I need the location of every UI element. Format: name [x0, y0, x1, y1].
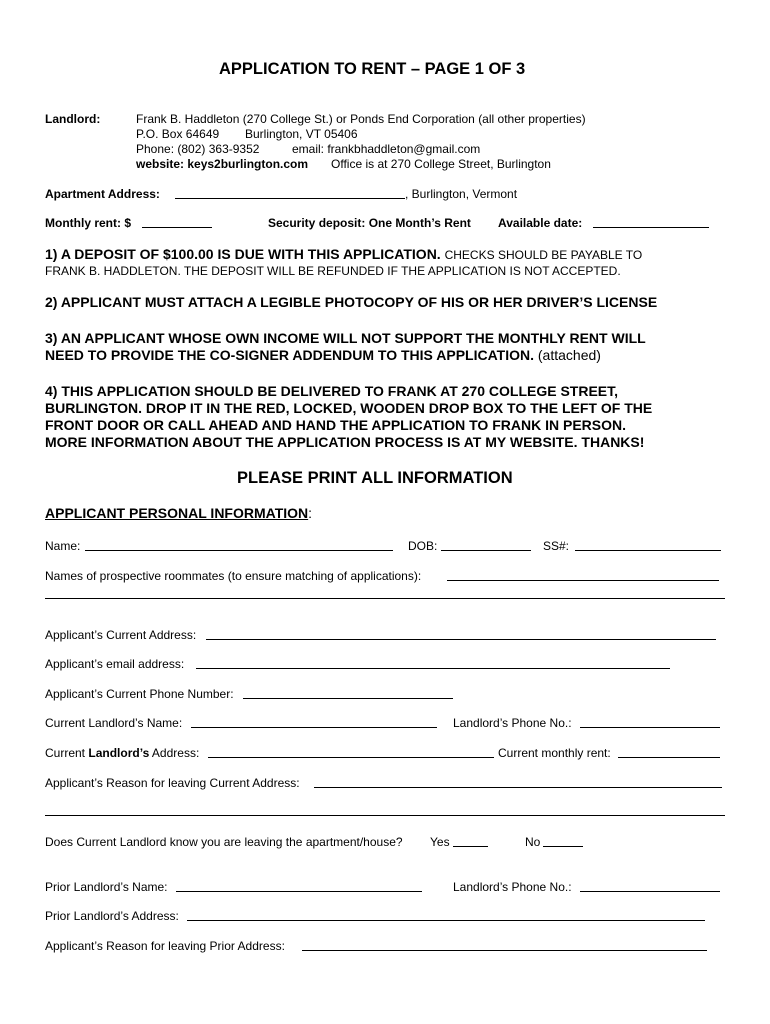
landlord-po-box: P.O. Box 64649	[136, 127, 220, 141]
monthly-rent-field[interactable]	[142, 216, 212, 228]
item-1-tail: CHECKS SHOULD BE PAYABLE TO	[444, 248, 643, 262]
available-date-label: Available date:	[498, 216, 583, 230]
no-label: No	[525, 835, 541, 849]
item-2: 2) APPLICANT MUST ATTACH A LEGIBLE PHOTOCOPY OF HIS OR HER DRIVER’S LICENSE	[45, 294, 658, 310]
item-4-line-4: MORE INFORMATION ABOUT THE APPLICATION PROCESS IS AT MY WEBSITE. THANKS!	[45, 434, 645, 450]
prior-landlord-address-field[interactable]	[187, 909, 705, 921]
section-heading-colon: :	[308, 505, 313, 521]
current-landlord-address-field[interactable]	[208, 746, 494, 758]
apartment-address-field[interactable]	[175, 187, 405, 199]
roommates-field-line-2[interactable]	[45, 598, 725, 599]
prior-landlord-name-label: Prior Landlord’s Name:	[45, 880, 168, 894]
current-landlord-address-label	[45, 746, 199, 760]
page-title: APPLICATION TO RENT – PAGE 1 OF 3	[219, 60, 526, 78]
item-4-line-2: BURLINGTON. DROP IT IN THE RED, LOCKED, WOODEN DROP BOX TO THE LEFT OF THE	[45, 400, 653, 416]
current-monthly-rent-field[interactable]	[618, 746, 720, 758]
current-address-field[interactable]	[206, 628, 716, 640]
reason-prior-field[interactable]	[302, 939, 707, 951]
item-3-tail: (attached)	[537, 347, 601, 363]
section-heading	[45, 505, 312, 523]
current-landlord-phone-field[interactable]	[580, 716, 720, 728]
landlord-line-1: Frank B. Haddleton (270 College St.) or Ponds End Corporation (all other properties)	[136, 112, 586, 126]
name-label: Name:	[45, 539, 81, 553]
prior-landlord-address-label: Prior Landlord’s Address:	[45, 909, 179, 923]
landlord-phone: Phone: (802) 363-9352	[136, 142, 260, 156]
current-landlord-phone-label: Landlord’s Phone No.:	[453, 716, 572, 730]
monthly-rent-label: Monthly rent: $	[45, 216, 131, 230]
item-1-bold: 1) A DEPOSIT OF $100.00 IS DUE WITH THIS APPLICATION.	[45, 246, 441, 262]
reason-prior-label: Applicant’s Reason for leaving Prior Address:	[45, 939, 285, 953]
landlord-label: Landlord:	[45, 112, 101, 126]
prior-landlord-phone-label: Landlord’s Phone No.:	[453, 880, 572, 894]
apartment-address-suffix: , Burlington, Vermont	[405, 187, 518, 201]
prior-landlord-name-field[interactable]	[176, 880, 422, 892]
item-3-line-2	[45, 347, 601, 364]
landlord-website: website: keys2burlington.com	[136, 157, 309, 171]
email-field[interactable]	[196, 657, 670, 669]
current-landlord-name-field[interactable]	[191, 716, 437, 728]
landlord-email: email: frankbhaddleton@gmail.com	[292, 142, 481, 156]
item-3-bold: NEED TO PROVIDE THE CO-SIGNER ADDENDUM TO THIS APPLICATION.	[45, 347, 534, 363]
name-field[interactable]	[85, 539, 393, 551]
section-heading-text: APPLICANT PERSONAL INFORMATION	[45, 505, 309, 521]
roommates-label: Names of prospective roommates (to ensure matching of applications):	[45, 569, 422, 583]
apartment-address-label: Apartment Address:	[45, 187, 160, 201]
current-monthly-rent-label: Current monthly rent:	[498, 746, 611, 760]
available-date-field[interactable]	[593, 216, 709, 228]
dob-label: DOB:	[408, 539, 438, 553]
yes-label: Yes	[430, 835, 450, 849]
security-deposit-label: Security deposit: One Month’s Rent	[268, 216, 471, 230]
current-landlord-address-post: Address:	[151, 746, 200, 760]
roommates-field[interactable]	[447, 569, 719, 581]
prior-landlord-phone-field[interactable]	[580, 880, 720, 892]
ss-label: SS#:	[543, 539, 570, 553]
reason-current-label: Applicant’s Reason for leaving Current Address:	[45, 776, 300, 790]
no-field[interactable]	[543, 835, 583, 847]
landlord-office: Office is at 270 College Street, Burlington	[331, 157, 551, 171]
item-4-line-3: FRONT DOOR OR CALL AHEAD AND HAND THE APPLICATION TO FRANK IN PERSON.	[45, 417, 626, 433]
current-address-label: Applicant’s Current Address:	[45, 628, 197, 642]
dob-field[interactable]	[441, 539, 531, 551]
item-4-line-1: 4) THIS APPLICATION SHOULD BE DELIVERED TO FRANK AT 270 COLLEGE STREET,	[45, 383, 619, 399]
phone-label: Applicant’s Current Phone Number:	[45, 687, 234, 701]
landlord-city: Burlington, VT 05406	[245, 127, 358, 141]
phone-field[interactable]	[243, 687, 453, 699]
current-landlord-address-bold: Landlord’s	[88, 746, 150, 760]
know-leaving-label: Does Current Landlord know you are leaving the apartment/house?	[45, 835, 403, 849]
item-3-line-1: 3) AN APPLICANT WHOSE OWN INCOME WILL NOT SUPPORT THE MONTHLY RENT WILL	[45, 330, 646, 346]
item-1-line-2: FRANK B. HADDLETON. THE DEPOSIT WILL BE REFUNDED IF THE APPLICATION IS NOT ACCEPTED.	[45, 264, 621, 278]
reason-current-field-line-2[interactable]	[45, 815, 725, 816]
print-heading: PLEASE PRINT ALL INFORMATION	[237, 469, 513, 487]
reason-current-field[interactable]	[314, 776, 722, 788]
item-1-line-1	[45, 246, 642, 264]
current-landlord-address-pre: Current	[45, 746, 86, 760]
yes-field[interactable]	[453, 835, 488, 847]
current-landlord-name-label: Current Landlord’s Name:	[45, 716, 183, 730]
email-label: Applicant’s email address:	[45, 657, 185, 671]
ss-field[interactable]	[575, 539, 721, 551]
